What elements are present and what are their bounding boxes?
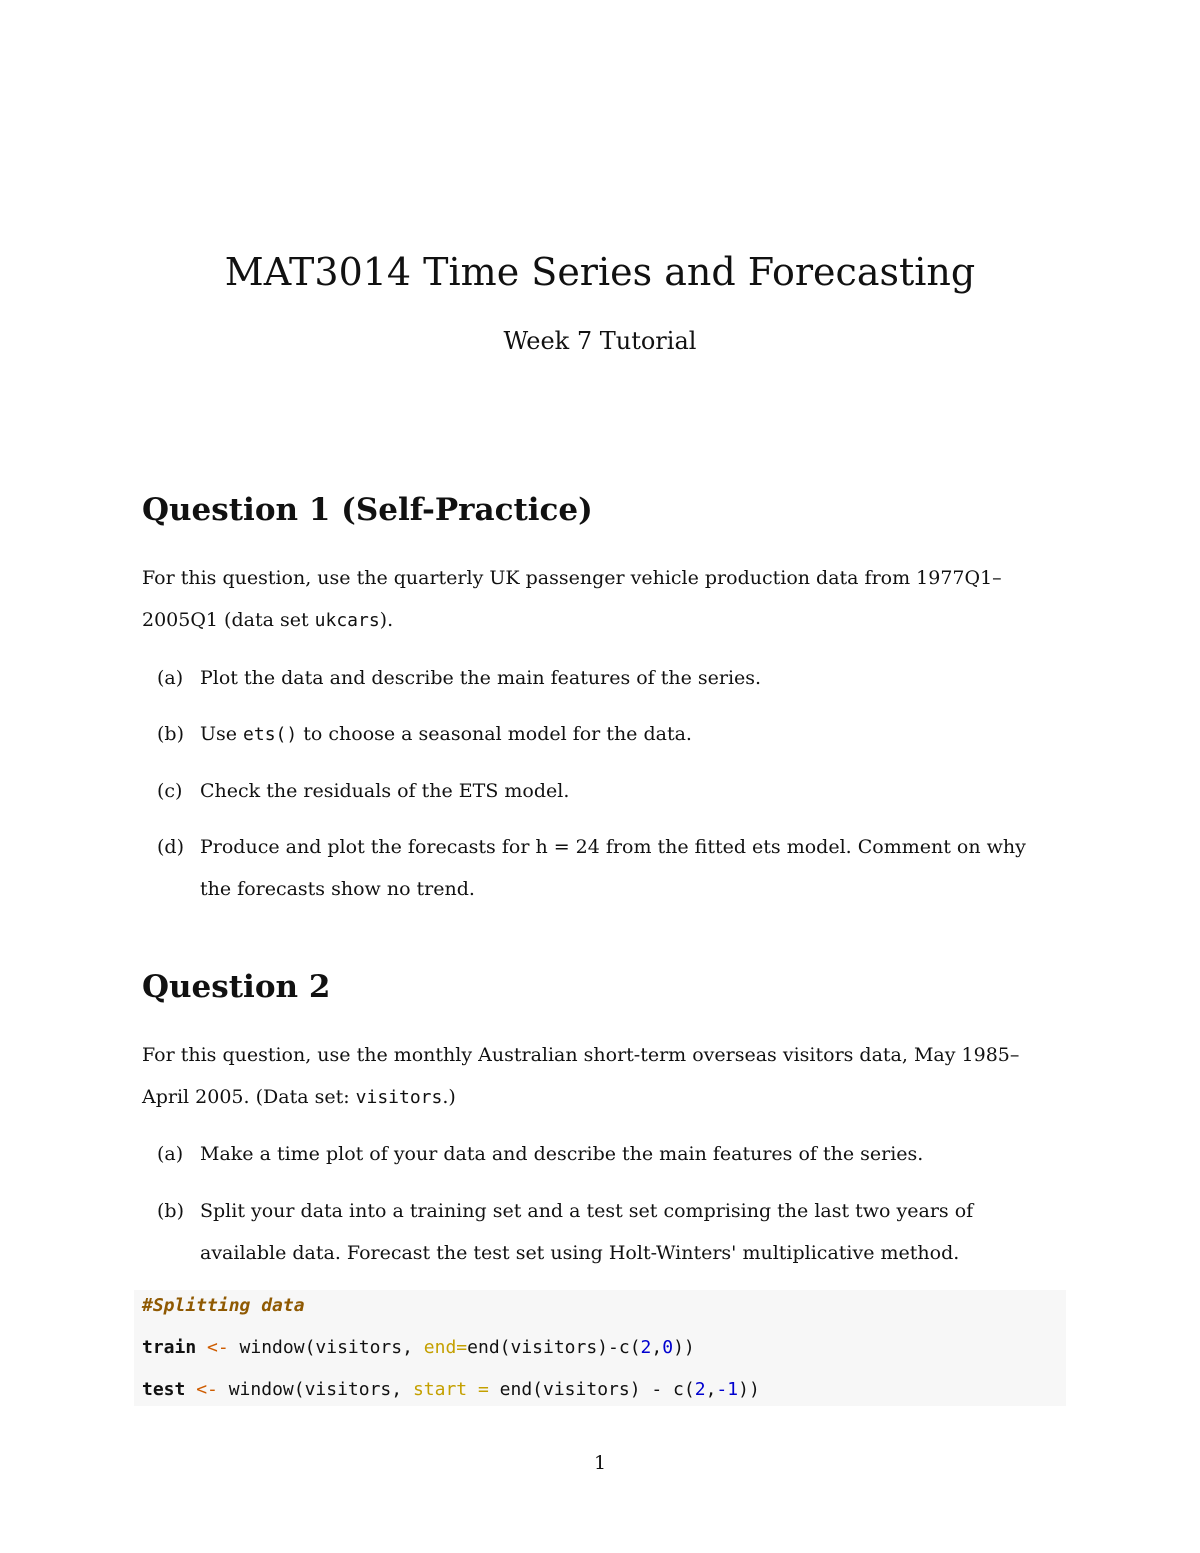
part-label: (a): [157, 1143, 184, 1165]
code-number: 2: [694, 1379, 706, 1400]
dataset-name: visitors: [355, 1087, 443, 1108]
part-text: [200, 713, 1060, 756]
code-comment: #Splitting data: [142, 1295, 305, 1316]
part-label: (c): [157, 780, 183, 802]
code-function: end(visitors)-c(: [467, 1337, 641, 1358]
part-text-line1: Produce and plot the forecasts for h = 24 from the fitted ets model. Comment on why: [200, 836, 1026, 858]
code-number: 2: [640, 1337, 652, 1358]
code-punct: ,: [651, 1337, 663, 1358]
code-punct: )): [673, 1337, 695, 1358]
code-block: [134, 1290, 1066, 1406]
part-text-line2: the forecasts show no trend.: [200, 878, 475, 900]
question-2-part-b: [142, 1190, 1060, 1274]
part-text: Check the residuals of the ETS model.: [200, 780, 570, 802]
part-text-line2: available data. Forecast the test set using Holt-Winters' multiplicative method.: [200, 1242, 960, 1264]
question-1-intro: [142, 557, 1060, 642]
question-1-intro-line2-start: 2005Q1 (data set: [142, 609, 315, 631]
document-subtitle: Week 7 Tutorial: [503, 327, 697, 355]
question-2-intro-line2-start: April 2005. (Data set:: [142, 1086, 356, 1108]
question-1-intro-line2-end: ).: [379, 609, 394, 631]
part-text: [200, 826, 1060, 910]
part-label: (b): [157, 723, 184, 745]
part-label: (d): [157, 836, 184, 858]
code-punct: )): [738, 1379, 760, 1400]
question-2-intro-line1: For this question, use the monthly Australian short-term overseas visitors data, May 1985–: [142, 1044, 1020, 1066]
question-1-part-d: [142, 826, 1060, 910]
part-text-start: Use: [200, 723, 244, 745]
dataset-name: ukcars: [314, 610, 380, 631]
document-title: MAT3014 Time Series and Forecasting: [224, 250, 976, 294]
question-2-heading: Question 2: [142, 969, 331, 1005]
function-name: ets(): [243, 724, 298, 745]
code-function: window(visitors,: [239, 1337, 424, 1358]
code-line-train: [142, 1334, 695, 1362]
page-number: 1: [593, 1452, 607, 1474]
code-line-test: [142, 1376, 760, 1404]
part-label: (a): [157, 667, 184, 689]
code-number: 0: [662, 1337, 674, 1358]
question-1-intro-line1: For this question, use the quarterly UK passenger vehicle production data from 1977Q1–: [142, 567, 1002, 589]
part-text-line1: Split your data into a training set and a test set comprising the last two years of: [200, 1200, 974, 1222]
code-function: window(visitors,: [228, 1379, 413, 1400]
question-1-heading: Question 1 (Self-Practice): [142, 492, 593, 528]
code-operator: <-: [196, 1337, 240, 1358]
code-number: -1: [716, 1379, 739, 1400]
question-2-intro: [142, 1034, 1060, 1119]
code-operator: <-: [185, 1379, 229, 1400]
part-text: Plot the data and describe the main features of the series.: [200, 667, 762, 689]
code-argument: end=: [423, 1337, 468, 1358]
code-function: end(visitors) - c(: [499, 1379, 695, 1400]
code-variable: train: [142, 1337, 197, 1358]
part-text: Make a time plot of your data and describe the main features of the series.: [200, 1143, 924, 1165]
code-variable: test: [142, 1379, 186, 1400]
part-text-end: to choose a seasonal model for the data.: [297, 723, 692, 745]
part-label: (b): [157, 1200, 184, 1222]
part-text: [200, 1190, 1060, 1274]
question-2-intro-line2-end: .): [442, 1086, 456, 1108]
code-punct: ,: [705, 1379, 717, 1400]
code-argument: start =: [412, 1379, 500, 1400]
